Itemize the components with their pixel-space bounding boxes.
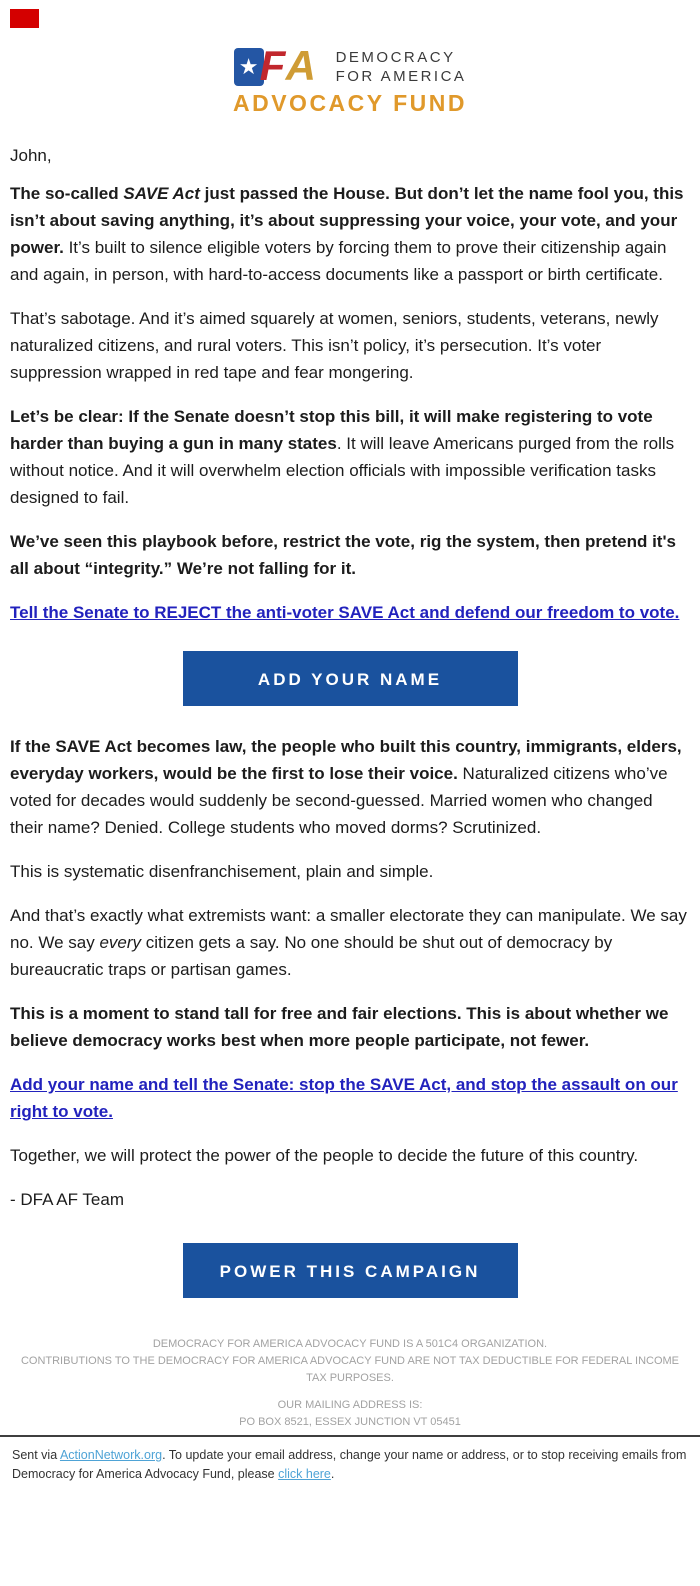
paragraph-stand-tall: This is a moment to stand tall for free and fair elections. This is about whether we believe democracy works best when more people participate, not fewer.	[10, 1004, 669, 1050]
dfa-flag-logo-icon	[234, 42, 326, 89]
signature: - DFA AF Team	[10, 1190, 125, 1209]
dfa-logo	[233, 42, 467, 116]
footer-mailing-address: PO BOX 8521, ESSEX JUNCTION VT 05451	[239, 1416, 461, 1428]
paragraph-save-act-passed: The so-called SAVE Act just passed the House. But don’t let the name fool you, this isn’t about saving anything, it’s about suppressing your voice, your vote, and your power. It’s built to silence eligible voters by forcing them to prove their citizenship again and again, in person, with hard-to-access documents like a passport or birth certificate.	[10, 184, 684, 284]
logo-text-advocacy-fund: ADVOCACY FUND	[233, 90, 467, 116]
footer-contributions-line: CONTRIBUTIONS TO THE DEMOCRACY FOR AMERICA ADVOCACY FUND ARE NOT TAX DEDUCTIBLE FOR FEDERAL INCOME TAX PURPOSES.	[20, 1355, 680, 1384]
paragraph-disenfranchisement: This is systematic disenfranchisement, plain and simple.	[10, 862, 434, 881]
button-row-1	[10, 651, 690, 706]
paragraph-playbook: We’ve seen this playbook before, restrict the vote, rig the system, then pretend it's all about “integrity.” We’re not falling for it.	[10, 532, 676, 578]
logo-text-democracy: DEMOCRACY	[335, 49, 456, 66]
action-network-footnote: Sent via ActionNetwork.org. To update your email address, change your name or address, or to stop receiving emails from Democracy for America Advocacy Fund, please click here.	[12, 1448, 687, 1481]
footer-org-line: DEMOCRACY FOR AMERICA ADVOCACY FUND IS A 501C4 ORGANIZATION.	[152, 1338, 548, 1350]
paragraph-extremists: And that’s exactly what extremists want: a smaller electorate they can manipulate. We say no. We say every citizen gets a say. No one should be shut out of democracy by bureaucratic traps or partisan games.	[10, 906, 687, 979]
footer-mailing-label: OUR MAILING ADDRESS IS:	[277, 1399, 423, 1411]
add-your-name-button[interactable]: ADD YOUR NAME	[183, 651, 518, 706]
logo-letter-a: A	[285, 42, 316, 89]
add-your-name-link[interactable]: Add your name and tell the Senate: stop the SAVE Act, and stop the assault on our right to vote.	[10, 1075, 678, 1121]
logo-text-for-america: FOR AMERICA	[335, 68, 467, 85]
unsubscribe-click-here-link[interactable]: click here	[278, 1467, 331, 1481]
paragraph-together: Together, we will protect the power of the people to decide the future of this country.	[10, 1146, 639, 1165]
power-this-campaign-button[interactable]: POWER THIS CAMPAIGN	[183, 1243, 518, 1298]
button-row-2	[10, 1243, 690, 1298]
email-header	[0, 0, 700, 116]
footer-disclaimer	[0, 1336, 700, 1431]
logo-letter-f: F	[259, 42, 286, 89]
paragraph-if-save-act-becomes-law: If the SAVE Act becomes law, the people who built this country, immigrants, elders, everyday workers, would be the first to lose their voice. Naturalized citizens who’ve voted for decades would suddenly be second-guessed. Married women who changed their name? Denied. College students who moved dorms? Scrutinized.	[10, 737, 682, 837]
action-network-link[interactable]: ActionNetwork.org	[59, 1448, 163, 1462]
greeting: John,	[10, 146, 52, 165]
paragraph-lets-be-clear: Let’s be clear: If the Senate doesn’t stop this bill, it will make registering to vote harder than buying a gun in many states. It will leave Americans purged from the rolls without notice. And it will overwhelm election officials with impossible verification tasks designed to fail.	[10, 407, 675, 507]
paragraph-sabotage: That’s sabotage. And it’s aimed squarely at women, seniors, students, veterans, newly naturalized citizens, and rural voters. This isn’t policy, it’s persecution. It’s voter suppression wrapped in red tape and fear mongering.	[10, 309, 659, 382]
red-marker	[10, 9, 39, 28]
email-body	[0, 142, 700, 1298]
reject-save-act-link[interactable]: Tell the Senate to REJECT the anti-voter SAVE Act and defend our freedom to vote.	[10, 603, 680, 622]
star-icon: ★	[238, 54, 259, 79]
